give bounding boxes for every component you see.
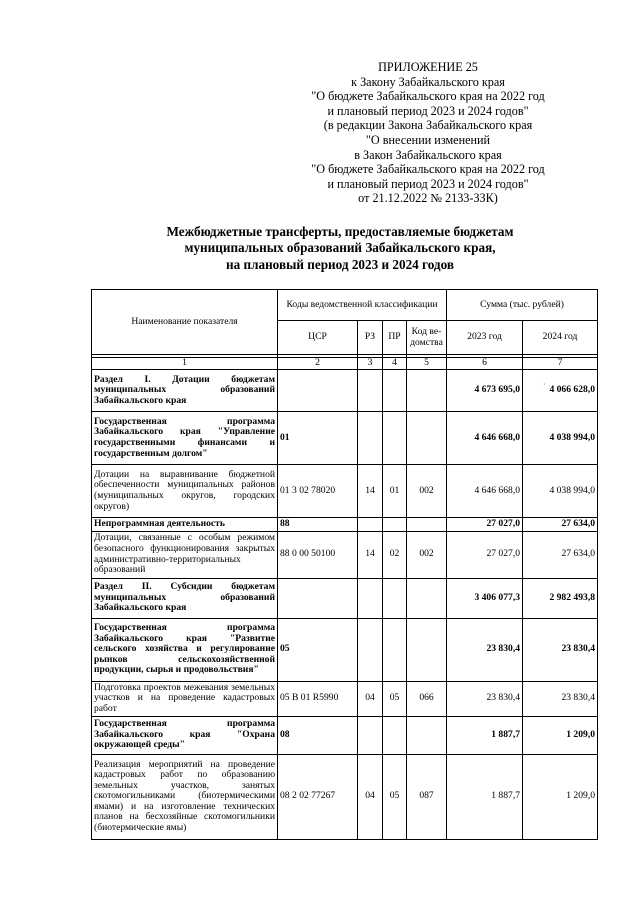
scan-mark: · <box>543 380 546 389</box>
row-rz: 14 <box>358 531 383 578</box>
row-kvd: 002 <box>407 465 447 518</box>
row-kvd: 002 <box>407 531 447 578</box>
row-csr: 05 В 01 R5990 <box>278 681 358 716</box>
row-name: Государственная программа Забайкальского края "Охрана окружающей среды" <box>92 716 278 754</box>
table-row-land-survey <box>92 681 598 716</box>
header-line: и плановый период 2023 и 2024 годов" <box>327 176 529 191</box>
col-header-2023: 2023 год <box>447 321 523 355</box>
table-row-zato <box>92 531 598 578</box>
row-pr <box>383 518 407 532</box>
transfers-table <box>91 289 598 840</box>
row-name: Государственная программа Забайкальского края "Развитие сельского хозяйства и регулирование рынков сельскохозяйственной продукции, сырья и продовольствия" <box>92 618 278 681</box>
header-line: "О внесении изменений <box>365 132 491 147</box>
row-csr <box>278 370 358 412</box>
col-header-pr: ПР <box>383 321 407 355</box>
table-row-section-1 <box>92 370 598 412</box>
col-header-rz: РЗ <box>358 321 383 355</box>
row-rz: 04 <box>358 754 383 839</box>
document-title <box>90 224 590 273</box>
row-2023: 27 027,0 <box>447 531 523 578</box>
row-kvd: 066 <box>407 681 447 716</box>
row-csr: 88 <box>278 518 358 532</box>
row-name: Дотации на выравнивание бюджетной обеспеченности муниципальных районов (муниципальных округов, городских округов) <box>92 465 278 518</box>
col-number: 4 <box>383 358 407 370</box>
row-kvd <box>407 412 447 465</box>
table-row-program-08 <box>92 716 598 754</box>
row-2024: 4 038 994,0 <box>523 412 598 465</box>
row-2023: 1 887,7 <box>447 754 523 839</box>
header-line: (в редакции Закона Забайкальского края <box>323 118 533 133</box>
col-header-kvd: Код ве- домства <box>407 321 447 355</box>
col-header-codes: Коды ведомственной классификации <box>278 290 447 321</box>
row-2024: 27 634,0 <box>523 518 598 532</box>
table-row-equalization <box>92 465 598 518</box>
table-row-burial-sites <box>92 754 598 839</box>
row-rz <box>358 716 383 754</box>
col-number: 6 <box>447 358 523 370</box>
col-header-name: Наименование показателя <box>92 290 278 355</box>
col-header-csr: ЦСР <box>278 321 358 355</box>
header-line: "О бюджете Забайкальского края на 2022 год <box>311 162 545 177</box>
row-2024: 4 038 994,0 <box>523 465 598 518</box>
row-2023: 23 830,4 <box>447 618 523 681</box>
row-pr <box>383 716 407 754</box>
title-line: Межбюджетные трансферты, предоставляемые бюджетам <box>166 224 514 239</box>
row-kvd: 087 <box>407 754 447 839</box>
row-rz <box>358 412 383 465</box>
row-pr: 05 <box>383 754 407 839</box>
col-number: 2 <box>278 358 358 370</box>
row-name: Непрограммная деятельность <box>92 518 278 532</box>
col-number: 7 <box>523 358 598 370</box>
table-row-program-05 <box>92 618 598 681</box>
col-header-sum: Сумма (тыс. рублей) <box>447 290 598 321</box>
row-rz: 04 <box>358 681 383 716</box>
row-2023: 23 830,4 <box>447 681 523 716</box>
table-row-program-01 <box>92 412 598 465</box>
row-csr: 01 <box>278 412 358 465</box>
row-kvd <box>407 370 447 412</box>
row-rz <box>358 578 383 618</box>
row-name: Государственная программа Забайкальского края "Управление государственными финансами и государственным долгом" <box>92 412 278 465</box>
row-kvd <box>407 518 447 532</box>
row-csr: 08 2 02 77267 <box>278 754 358 839</box>
column-number-row <box>92 358 598 370</box>
row-2024: 23 830,4 <box>523 618 598 681</box>
row-rz: 14 <box>358 465 383 518</box>
header-line: и плановый период 2023 и 2024 годов" <box>327 103 529 118</box>
row-2023: 3 406 077,3 <box>447 578 523 618</box>
row-name: Реализация мероприятий на проведение кадастровых работ по образованию земельных участков, занятых скотомогильниками (биотермическими ямами) и на изготовление технических планов на бесхозяйные скотомогильники (биотермические ямы) <box>92 754 278 839</box>
row-2024: 4 066 628,0 <box>523 370 598 412</box>
header-row <box>92 290 598 321</box>
header-line: к Закону Забайкальского края <box>351 74 505 89</box>
row-csr: 05 <box>278 618 358 681</box>
table-row-nonprogram <box>92 518 598 532</box>
row-2024: 1 209,0 <box>523 716 598 754</box>
row-pr <box>383 412 407 465</box>
row-2023: 1 887,7 <box>447 716 523 754</box>
title-line: муниципальных образований Забайкальского края, <box>184 240 496 256</box>
row-kvd <box>407 578 447 618</box>
row-pr <box>383 578 407 618</box>
row-name: Подготовка проектов межевания земельных участков и на проведение кадастровых работ <box>92 681 278 716</box>
row-pr <box>383 618 407 681</box>
header-line: "О бюджете Забайкальского края на 2022 год <box>311 89 545 104</box>
row-pr: 01 <box>383 465 407 518</box>
col-number: 3 <box>358 358 383 370</box>
row-kvd <box>407 716 447 754</box>
col-header-2024: 2024 год <box>523 321 598 355</box>
row-name: Раздел I. Дотации бюджетам муниципальных образований Забайкальского края <box>92 370 278 412</box>
row-2023: 4 673 695,0 <box>447 370 523 412</box>
table-row-section-2 <box>92 578 598 618</box>
row-2024: 27 634,0 <box>523 531 598 578</box>
header-line: в Закон Забайкальского края <box>354 147 502 162</box>
title-line: на плановый период 2023 и 2024 годов <box>226 256 454 272</box>
row-csr: 08 <box>278 716 358 754</box>
row-rz <box>358 618 383 681</box>
row-pr: 02 <box>383 531 407 578</box>
row-name: Дотации, связанные с особым режимом безопасного функционирования закрытых административно-территориальных образований <box>92 531 278 578</box>
row-2024: 2 982 493,8 <box>523 578 598 618</box>
row-csr: 01 3 02 78020 <box>278 465 358 518</box>
row-2024: 23 830,4 <box>523 681 598 716</box>
row-kvd <box>407 618 447 681</box>
row-rz <box>358 370 383 412</box>
row-csr: 88 0 00 50100 <box>278 531 358 578</box>
row-csr <box>278 578 358 618</box>
row-2023: 4 646 668,0 <box>447 412 523 465</box>
row-2023: 4 646 668,0 <box>447 465 523 518</box>
header-line: ПРИЛОЖЕНИЕ 25 <box>378 60 478 74</box>
row-name: Раздел II. Субсидии бюджетам муниципальных образований Забайкальского края <box>92 578 278 618</box>
row-2024: 1 209,0 <box>523 754 598 839</box>
appendix-header <box>298 60 558 206</box>
row-2023: 27 027,0 <box>447 518 523 532</box>
row-pr <box>383 370 407 412</box>
row-rz <box>358 518 383 532</box>
header-line: от 21.12.2022 № 2133-ЗЗК) <box>358 191 498 206</box>
row-pr: 05 <box>383 681 407 716</box>
col-number: 5 <box>407 358 447 370</box>
col-number: 1 <box>92 358 278 370</box>
